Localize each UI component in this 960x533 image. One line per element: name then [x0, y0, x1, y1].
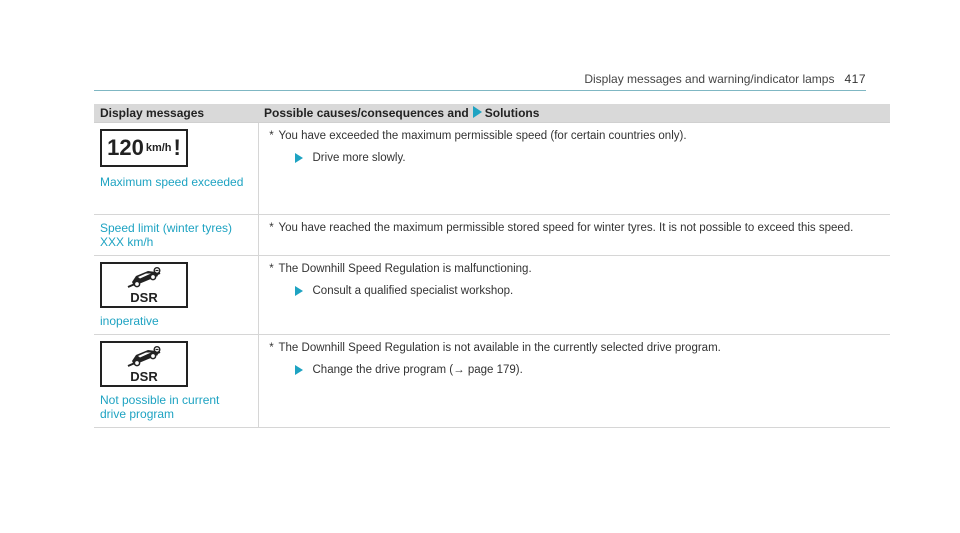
- messages-table: [94, 104, 890, 428]
- page-header: [0, 72, 866, 86]
- header-solutions: Solutions: [484, 106, 540, 120]
- dsr-label: DSR: [130, 368, 158, 384]
- solution-step: [295, 152, 885, 164]
- table-row: [94, 215, 890, 256]
- car-descent-icon: [124, 267, 164, 291]
- cause-text: You have reached the maximum permissible stored speed for winter tyres. It is not possible to exceed this speed.: [278, 222, 854, 234]
- display-message-cell: [94, 215, 258, 256]
- page-number: 417: [844, 72, 866, 86]
- solution-step: [295, 285, 885, 297]
- bullet-star: *: [269, 130, 274, 142]
- cause-cell: [258, 256, 890, 335]
- car-descent-icon: [124, 346, 164, 370]
- table-row: [94, 256, 890, 335]
- message-text: drive program: [100, 407, 175, 421]
- display-message-cell: [94, 123, 258, 215]
- solution-text[interactable]: Change the drive program (→ page 179).: [312, 364, 523, 376]
- header-causes-solutions: [258, 104, 890, 123]
- header-causes: Possible causes/consequences and: [264, 106, 469, 120]
- table-row: [94, 123, 890, 215]
- bullet-star: *: [269, 222, 274, 234]
- cause-text: The Downhill Speed Regulation is malfunctioning.: [278, 263, 532, 275]
- solution-text: Consult a qualified specialist workshop.: [312, 285, 514, 297]
- table-row: [94, 335, 890, 428]
- arrow-icon: [295, 286, 303, 296]
- arrow-icon: [295, 365, 303, 375]
- header-divider: [94, 90, 866, 91]
- display-message-cell: [94, 335, 258, 428]
- message-text: XXX km/h: [100, 235, 154, 249]
- cause-cell: [258, 335, 890, 428]
- arrow-icon: [295, 153, 303, 163]
- message-text: Speed limit (winter tyres): [100, 221, 233, 235]
- message-text: inoperative: [100, 314, 159, 328]
- message-text: Not possible in current: [100, 393, 220, 407]
- cause-cell: [258, 215, 890, 256]
- bullet-star: *: [269, 342, 274, 354]
- table-header-row: [94, 104, 890, 123]
- solution-text: Drive more slowly.: [312, 152, 406, 164]
- cause-cell: [258, 123, 890, 215]
- speed-warning-icon: 120 km/h !: [100, 129, 188, 167]
- cause-text: You have exceeded the maximum permissible speed (for certain countries only).: [278, 130, 687, 142]
- page-header-title: Display messages and warning/indicator lamps: [584, 72, 835, 86]
- arrow-icon: [473, 106, 482, 118]
- downhill-speed-regulation-icon: [100, 341, 188, 387]
- downhill-speed-regulation-icon: [100, 262, 188, 308]
- message-text: Maximum speed exceeded: [100, 175, 244, 189]
- cause-text: The Downhill Speed Regulation is not available in the currently selected drive program.: [278, 342, 721, 354]
- bullet-star: *: [269, 263, 274, 275]
- solution-step: [295, 364, 885, 376]
- header-display-messages: Display messages: [94, 104, 258, 123]
- display-message-cell: [94, 256, 258, 335]
- dsr-label: DSR: [130, 289, 158, 305]
